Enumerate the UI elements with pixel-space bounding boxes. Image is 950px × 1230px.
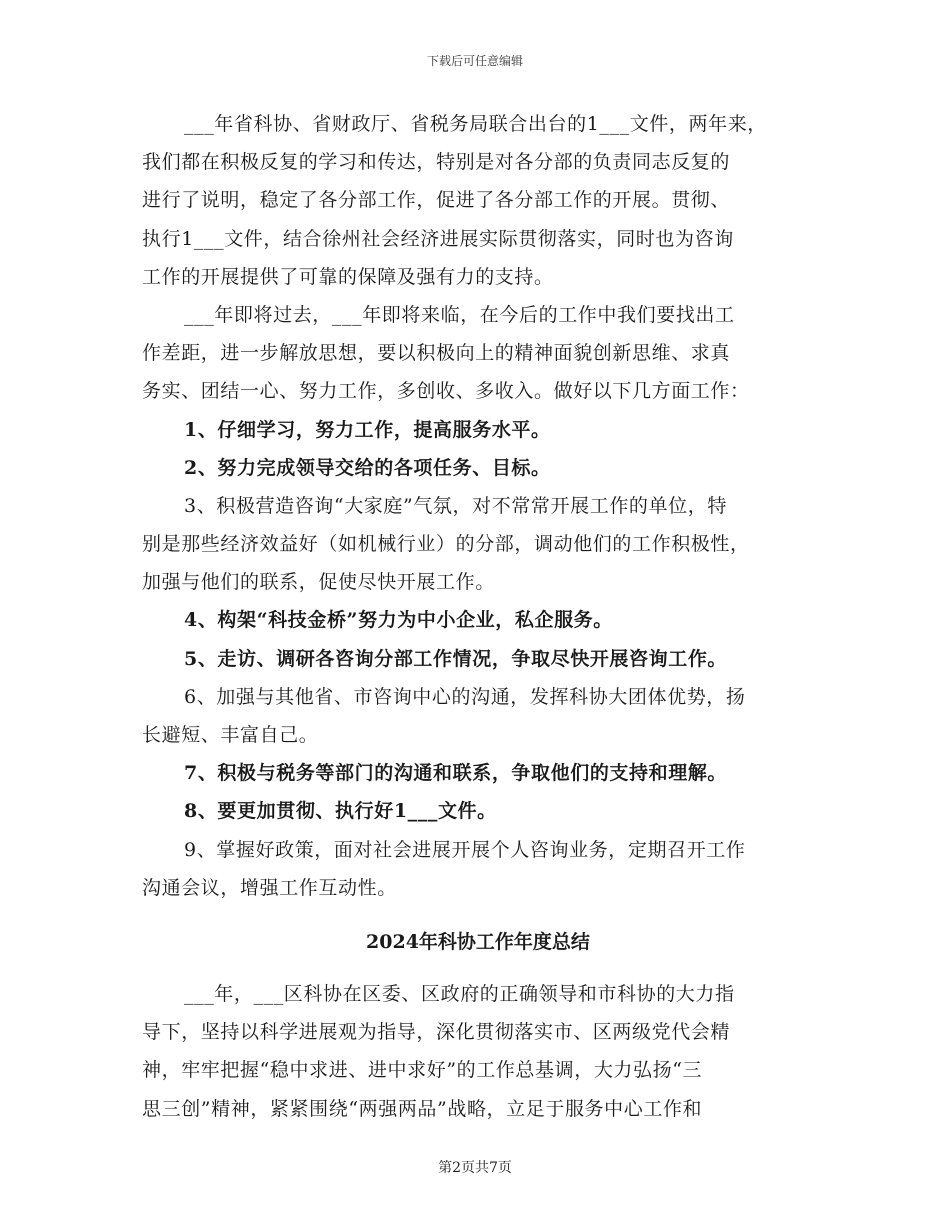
document-body [142, 105, 814, 1128]
page-header-note: 下载后可任意编辑 [426, 54, 523, 68]
task-item-line: 1、仔细学习，努力工作，提高服务水平。 [184, 418, 551, 441]
task-item-line: 9、掌握好政策，面对社会进展开展个人咨询业务，定期召开工作 [184, 838, 746, 861]
paragraph-line: ___年，___区科协在区委、区政府的正确领导和市科协的大力指 [184, 982, 735, 1005]
paragraph-line: 执行1___文件，结合徐州社会经济进展实际贯彻落实，同时也为咨询 [142, 227, 734, 250]
task-item-line: 长避短、丰富自己。 [142, 724, 319, 746]
task-list [142, 411, 814, 907]
task-item-line: 沟通会议，增强工作互动性。 [142, 876, 397, 899]
task-item-line: 4、构架“科技金桥”努力为中小企业，私企服务。 [184, 609, 613, 632]
paragraph-line: 我们都在积极反复的学习和传达，特别是对各分部的负责同志反复的 [142, 151, 731, 174]
task-item-line: 3、积极营造咨询“大家庭”气氛，对不常常开展工作的单位，特 [184, 494, 727, 517]
task-item-line: 7、积极与税务等部门的沟通和联系，争取他们的支持和理解。 [184, 762, 728, 785]
paragraph-line: 神，牢牢把握“稳中求进、进中求好”的工作总基调，大力弘扬“三 [142, 1059, 703, 1082]
section-title: 2024年科协工作年度总结 [366, 930, 590, 953]
task-item-line: 8、要更加贯彻、执行好1___文件。 [184, 800, 497, 823]
task-item-line: 加强与他们的联系，促使尽快开展工作。 [142, 571, 495, 594]
page-number: 第2页共7页 [438, 1160, 512, 1176]
closing-paragraph [142, 975, 814, 1128]
paragraph-line: 务实、团结一心、努力工作，多创收、多收入。做好以下几方面工作： [142, 380, 750, 403]
paragraph-line: 作差距，进一步解放思想，要以积极向上的精神面貌创新思维、求真 [142, 342, 731, 365]
paragraph-line: 思三创”精神，紧紧围绕“两强两品”战略，立足于服务中心工作和 [142, 1097, 703, 1120]
task-item-line: 2、努力完成领导交给的各项任务、目标。 [184, 456, 551, 479]
paragraph-line: 导下，坚持以科学进展观为指导，深化贯彻落实市、区两级党代会精 [142, 1021, 731, 1044]
paragraph-line: ___年即将过去，___年即将来临，在今后的工作中我们要找出工 [184, 303, 735, 326]
task-item-line: 别是那些经济效益好（如机械行业）的分部，调动他们的工作积极性， [142, 533, 750, 556]
paragraph-line: 工作的开展提供了可靠的保障及强有力的支持。 [142, 265, 554, 288]
intro-paragraphs [142, 105, 814, 411]
task-item-line: 5、走访、调研各咨询分部工作情况，争取尽快开展咨询工作。 [184, 647, 728, 670]
paragraph-line: 进行了说明，稳定了各分部工作，促进了各分部工作的开展。贯彻、 [142, 189, 731, 212]
paragraph-line: ___年省科协、省财政厅、省税务局联合出台的1___文件，两年来， [184, 113, 767, 135]
task-item-line: 6、加强与其他省、市咨询中心的沟通，发挥科协大团体优势，扬 [184, 685, 746, 708]
